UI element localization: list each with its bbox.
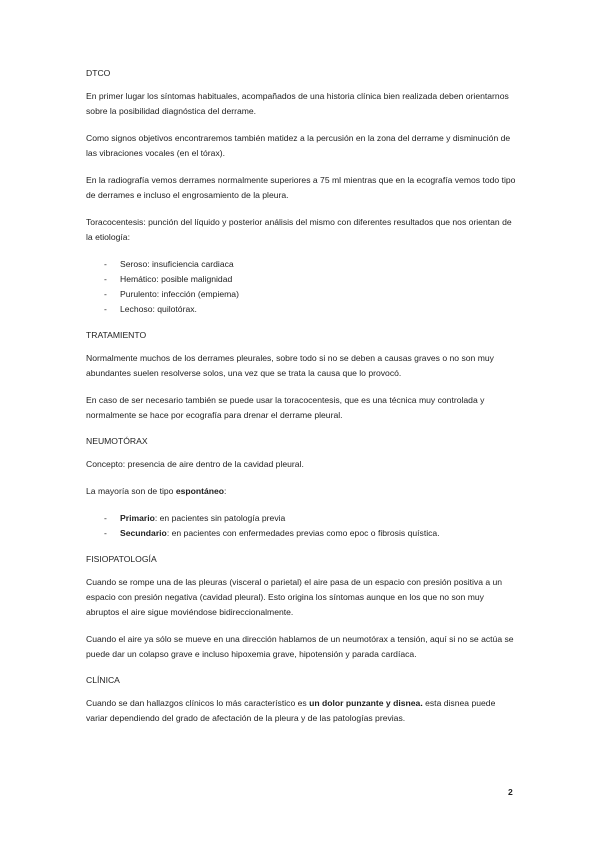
neumotorax-paragraph-2: [86, 484, 518, 499]
section-heading-dtco: DTCO: [86, 68, 111, 78]
list-item: - Seroso: insuficiencia cardiaca: [86, 257, 518, 272]
etiology-list: [86, 257, 518, 317]
dtco-paragraph-2: Como signos objetivos encontraremos también matidez a la percusión en la zona del derrame y disminución de las vibraciones vocales (en el tórax).: [86, 133, 511, 158]
list-item-label: Primario: [120, 513, 155, 523]
fisiopatologia-paragraph-2: Cuando el aire ya sólo se mueve en una dirección hablamos de un neumotórax a tensión, aquí si no se actúa se puede dar un colapso grave e incluso hipoxemia grave, hipotensión y parada cardíaca.: [86, 634, 514, 659]
page-content: [86, 67, 518, 738]
bold-text: espontáneo: [175, 486, 225, 496]
list-item: [86, 526, 518, 541]
dtco-paragraph-4: Toracocentesis: punción del líquido y posterior análisis del mismo con diferentes resultados que nos orientan de la etiología:: [86, 217, 512, 242]
dtco-paragraph-3: En la radiografía vemos derrames normalmente superiores a 75 ml mientras que en la ecografía vemos todo tipo de derrames e incluso el engrosamiento de la pleura.: [86, 175, 516, 200]
tratamiento-paragraph-1: Normalmente muchos de los derrames pleurales, sobre todo si no se deben a causas graves o no son muy abundantes suelen resolverse solos, una vez que se trata la causa que lo provocó.: [86, 353, 494, 378]
list-item: - Purulento: infección (empiema): [86, 287, 518, 302]
bold-text: un dolor punzante y disnea.: [309, 698, 423, 708]
section-heading-tratamiento: TRATAMIENTO: [86, 330, 147, 340]
section-heading-fisiopatologia: FISIOPATOLOGÍA: [86, 554, 157, 564]
list-item-text: : en pacientes sin patología previa: [154, 513, 286, 523]
list-item: [86, 511, 518, 526]
list-item: - Hemático: posible malignidad: [86, 272, 518, 287]
list-item: - Lechoso: quilotórax.: [86, 302, 518, 317]
list-item-label: Secundario: [120, 528, 167, 538]
section-heading-neumotorax: NEUMOTÓRAX: [86, 436, 148, 446]
text-span: :: [224, 486, 227, 496]
neumotorax-paragraph-1: Concepto: presencia de aire dentro de la cavidad pleural.: [86, 459, 304, 469]
page-number: 2: [508, 787, 513, 797]
tratamiento-paragraph-2: En caso de ser necesario también se puede usar la toracocentesis, que es una técnica muy controlada y normalmente se hace por ecografía para drenar el derrame pleural.: [86, 395, 485, 420]
text-span: La mayoría son de tipo: [86, 486, 176, 496]
clinica-paragraph-1: [86, 696, 518, 726]
list-item-text: : en pacientes con enfermedades previas como epoc o fibrosis quística.: [166, 528, 440, 538]
neumotorax-type-list: [86, 511, 518, 541]
text-span: Cuando se dan hallazgos clínicos lo más característico es: [86, 698, 310, 708]
fisiopatologia-paragraph-1: Cuando se rompe una de las pleuras (visceral o parietal) el aire pasa de un espacio con presión positiva a un espacio con presión negativa (cavidad pleural). Esto origina los síntomas aunque en los que no son muy abruptos el aire sigue moviéndose bidireccionalmente.: [86, 577, 503, 617]
text-span: esta disnea puede variar dependiendo del grado de afectación de la pleura y de las patologías previas.: [86, 698, 496, 723]
dtco-paragraph-1: En primer lugar los síntomas habituales, acompañados de una historia clínica bien realizada deben orientarnos sobre la posibilidad diagnóstica del derrame.: [86, 91, 509, 116]
section-heading-clinica: CLÍNICA: [86, 675, 120, 685]
